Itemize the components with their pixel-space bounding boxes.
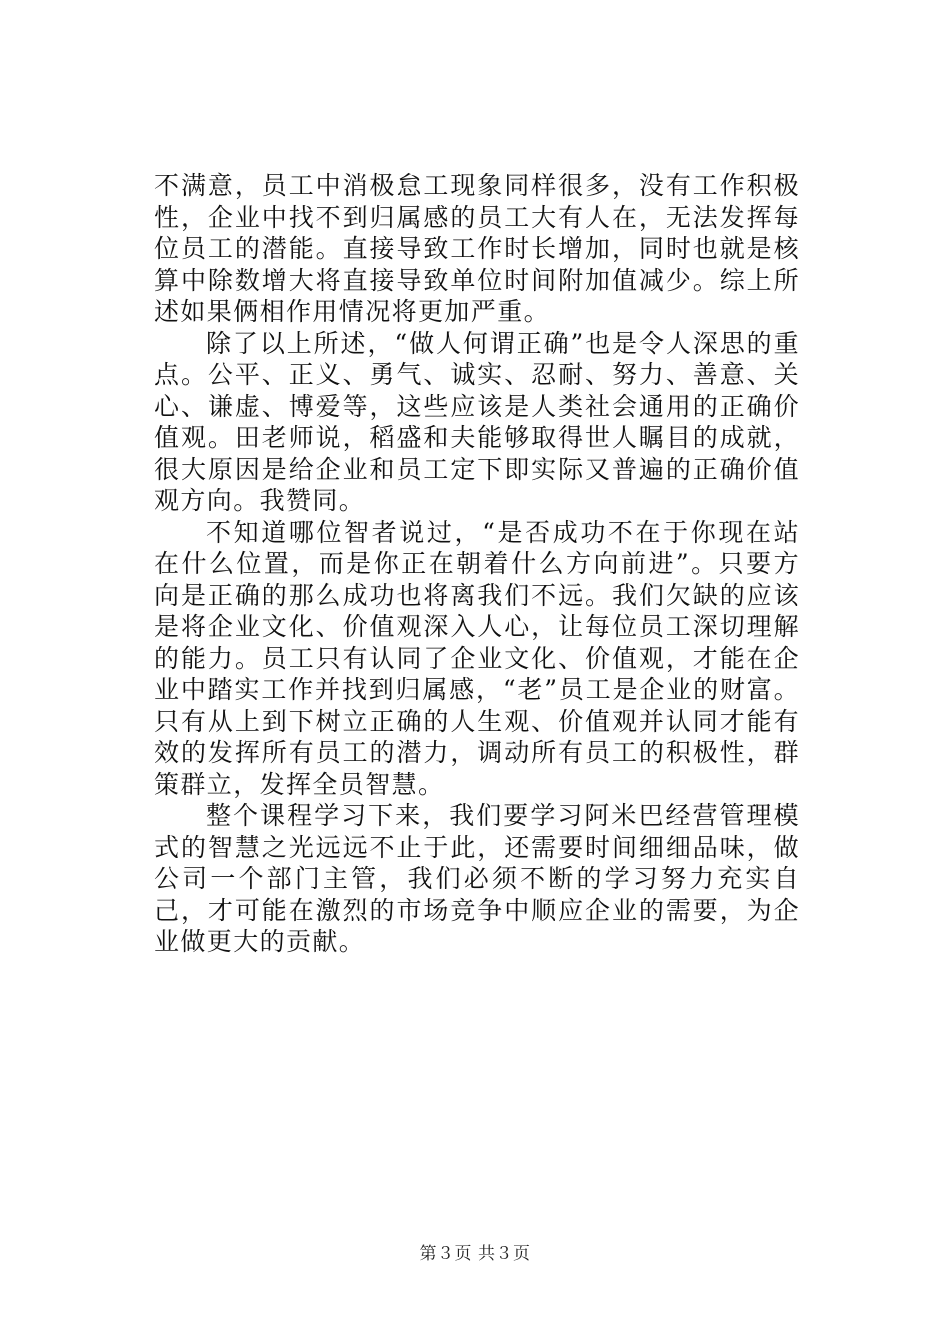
paragraph-continuation: 不满意，员工中消极怠工现象同样很多，没有工作积极性，企业中找不到归属感的员工大有人在，无法发挥每位员工的潜能。直接导致工作时长增加，同时也就是核算中除数增大将直接导致单位时间附加值减少。综上所述如果俩相作用情况将更加严重。 [154, 171, 800, 326]
page-number-footer: 第３页 共３页 [419, 1244, 531, 1264]
paragraph-conclusion: 整个课程学习下来，我们要学习阿米巴经营管理模式的智慧之光远远不止于此，还需要时间细细品味，做公司一个部门主管，我们必须不断的学习努力充实自己，才可能在激烈的市场竞争中顺应企业的需要，为企业做更大的贡献。 [154, 801, 800, 956]
paragraph-right-conduct: 除了以上所述，“做人何谓正确”也是令人深思的重点。公平、正义、勇气、诚实、忍耐、努力、善意、关心、谦虚、博爱等，这些应该是人类社会通用的正确价值观。田老师说，稻盛和夫能够取得世人瞩目的成就，很大原因是给企业和员工定下即实际又普遍的正确价值观方向。我赞同。 [154, 328, 800, 515]
paragraph-direction-success: 不知道哪位智者说过，“是否成功不在于你现在站在什么位置，而是你正在朝着什么方向前进”。只要方向是正确的那么成功也将离我们不远。我们欠缺的应该是将企业文化、价值观深入人心，让每位员工深切理解的能力。员工只有认同了企业文化、价值观，才能在企业中踏实工作并找到归属感，“老”员工是企业的财富。只有从上到下树立正确的人生观、价值观并认同才能有效的发挥所有员工的潜力，调动所有员工的积极性，群策群立，发挥全员智慧。 [154, 517, 800, 799]
document-body [154, 170, 800, 958]
